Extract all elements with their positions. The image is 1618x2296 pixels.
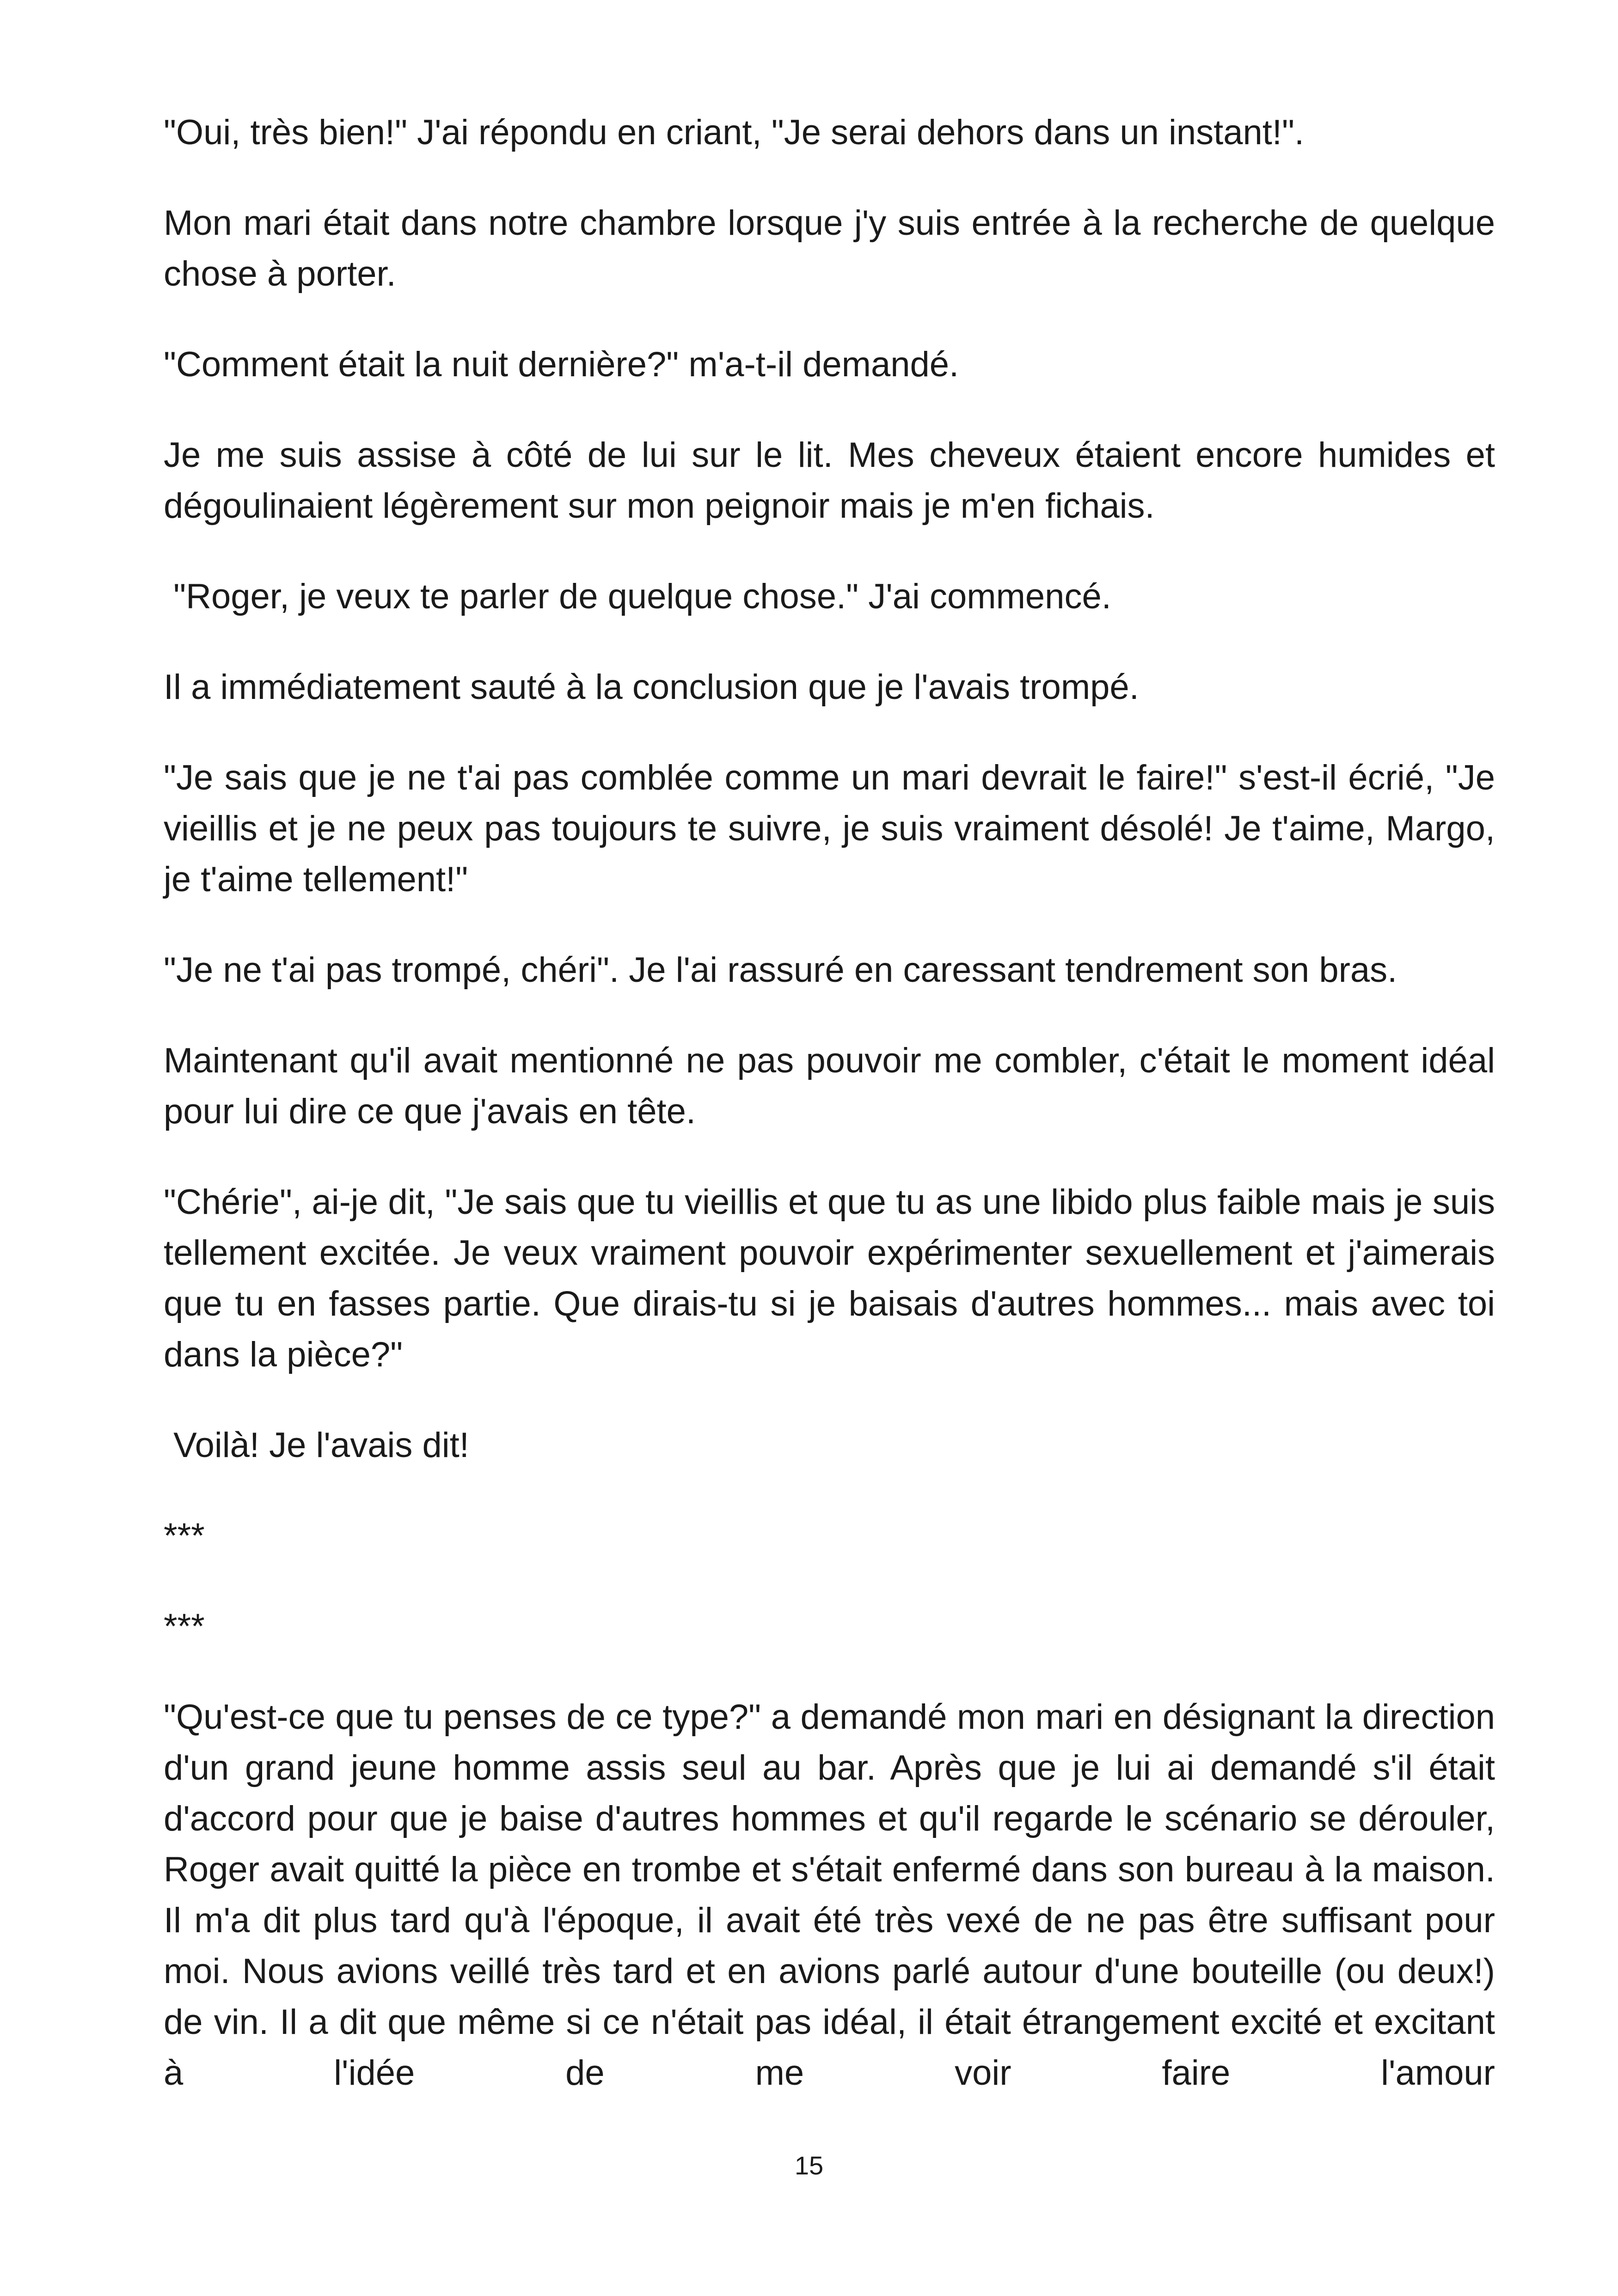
paragraph: Maintenant qu'il avait mentionné ne pas pouvoir me combler, c'était le moment idéal pour lui dire ce que j'avais en tête.: [164, 1041, 1495, 1131]
paragraph: "Roger, je veux te parler de quelque chose." J'ai commencé.: [164, 577, 1111, 616]
paragraph: "Chérie", ai-je dit, "Je sais que tu vieillis et que tu as une libido plus faible mais je suis tellement excitée. Je veux vraiment pouvoir expérimenter sexuellement et j'aimerais que tu en fasses partie. Que dirais-tu si je baisais d'autres hommes... mais avec toi dans la pièce?": [164, 1182, 1495, 1374]
page-body: [164, 107, 1495, 2099]
page-number: 15: [794, 2151, 824, 2180]
scene-break: ***: [164, 1607, 205, 1646]
paragraph: Je me suis assise à côté de lui sur le lit. Mes cheveux étaient encore humides et dégoulinaient légèrement sur mon peignoir mais je m'en fichais.: [164, 435, 1495, 526]
paragraph: "Comment était la nuit dernière?" m'a-t-il demandé.: [164, 345, 959, 384]
paragraph: "Oui, très bien!" J'ai répondu en criant, "Je serai dehors dans un instant!".: [164, 113, 1305, 152]
paragraph: Mon mari était dans notre chambre lorsque j'y suis entrée à la recherche de quelque chose à porter.: [164, 203, 1495, 294]
paragraph: "Qu'est-ce que tu penses de ce type?" a demandé mon mari en désignant la direction d'un grand jeune homme assis seul au bar. Après que je lui ai demandé s'il était d'accord pour que je baise d'autres hommes et qu'il regarde le scénario se dérouler, Roger avait quitté la pièce en trombe et s'était enfermé dans son bureau à la maison. Il m'a dit plus tard qu'à l'époque, il avait été très vexé de ne pas être suffisant pour moi. Nous avions veillé très tard et en avions parlé autour d'une bouteille (ou deux!) de vin. Il a dit que même si ce n'était pas idéal, il était étrangement excité et excitant à l'idée de me voir faire l'amour: [164, 1697, 1495, 2093]
paragraph: Voilà! Je l'avais dit!: [164, 1426, 469, 1465]
paragraph: "Je sais que je ne t'ai pas comblée comme un mari devrait le faire!" s'est-il écrié, "Je vieillis et je ne peux pas toujours te suivre, je suis vraiment désolé! Je t'aime, Margo, je t'aime tellement!": [164, 758, 1495, 899]
paragraph: Il a immédiatement sauté à la conclusion que je l'avais trompé.: [164, 667, 1139, 707]
scene-break: ***: [164, 1516, 205, 1555]
paragraph: "Je ne t'ai pas trompé, chéri". Je l'ai rassuré en caressant tendrement son bras.: [164, 950, 1397, 990]
